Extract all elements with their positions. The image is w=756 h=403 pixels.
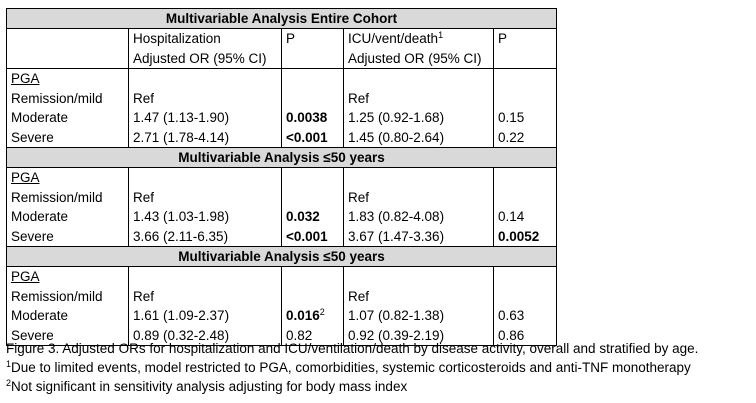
spacer	[133, 69, 277, 88]
row-label: Remission/mild	[11, 90, 103, 106]
hosp-p-cells	[282, 69, 344, 148]
header-text: Adjusted OR (95% CI)	[348, 50, 482, 66]
icu-p-cells	[494, 267, 557, 346]
data-block-row	[7, 69, 557, 148]
hosp-p-value: 0.032	[286, 209, 320, 225]
row-label: Severe	[11, 327, 54, 343]
hosp-p-wrap	[286, 207, 339, 226]
icu-p-value	[498, 89, 552, 108]
hosp-or-cells	[129, 267, 282, 346]
hosp-p-wrap	[286, 227, 339, 246]
icu-p-value	[498, 287, 552, 306]
data-block-row	[7, 267, 557, 346]
group-label: PGA	[11, 71, 40, 87]
footnote-2	[6, 377, 754, 396]
hosp-or-value: 1.61 (1.09-2.37)	[133, 308, 230, 324]
hosp-p-wrap	[286, 306, 339, 325]
icu-or-value: 1.25 (0.92-1.68)	[348, 110, 445, 126]
header-empty	[7, 29, 129, 69]
hosp-p-value: 0.016	[286, 308, 320, 324]
hosp-or-value: Ref	[133, 90, 155, 106]
footnote-marker: 2	[6, 378, 12, 388]
hosp-p-wrap	[286, 89, 339, 108]
spacer	[286, 267, 339, 286]
row-label: Moderate	[11, 209, 69, 225]
spacer	[498, 168, 552, 187]
hosp-or-cells	[129, 168, 282, 247]
column-header-row	[7, 29, 557, 69]
icu-or-value: Ref	[348, 288, 370, 304]
row-label: Remission/mild	[11, 288, 103, 304]
spacer	[286, 69, 339, 88]
icu-or-cells	[344, 267, 494, 346]
hosp-p-cells	[282, 267, 344, 346]
hosp-p-cells	[282, 168, 344, 247]
footnote-1	[6, 358, 754, 377]
icu-p-value: 0.15	[498, 110, 525, 126]
data-block-row	[7, 168, 557, 247]
group-label: PGA	[11, 269, 40, 285]
spacer	[348, 168, 489, 187]
icu-p-value: 0.63	[498, 308, 525, 324]
row-label: Severe	[11, 228, 54, 244]
hosp-p-wrap	[286, 188, 339, 207]
header-text-wrap	[348, 29, 489, 48]
section-title-row	[7, 9, 557, 29]
spacer	[133, 267, 277, 286]
section-title-row	[7, 247, 557, 267]
section-title-row	[7, 148, 557, 168]
hosp-or-value: 1.43 (1.03-1.98)	[133, 209, 230, 225]
icu-p-value	[498, 188, 552, 207]
icu-or-value: 1.83 (0.82-4.08)	[348, 209, 445, 225]
group-label: PGA	[11, 170, 40, 186]
icu-p-value: 0.14	[498, 209, 525, 225]
icu-p-value: 0.22	[498, 129, 525, 145]
hosp-or-cells	[129, 69, 282, 148]
spacer	[286, 168, 339, 187]
icu-or-value: Ref	[348, 189, 370, 205]
footnote-marker: 1	[438, 30, 444, 41]
section-title: Multivariable Analysis ≤50 years	[7, 148, 557, 168]
header-text: Hospitalization	[133, 31, 221, 47]
spacer	[348, 69, 489, 88]
hosp-or-value: 2.71 (1.78-4.14)	[133, 129, 230, 145]
section-title: Multivariable Analysis Entire Cohort	[7, 9, 557, 29]
hosp-or-value: 3.66 (2.11-6.35)	[133, 228, 229, 244]
hosp-p-value: 0.82	[286, 327, 313, 343]
row-labels	[7, 267, 129, 346]
row-label: Moderate	[11, 308, 69, 324]
icu-or-cells	[344, 69, 494, 148]
spacer	[498, 267, 552, 286]
icu-or-cells	[344, 168, 494, 247]
spacer	[498, 69, 552, 88]
header-p-icu: P	[494, 29, 557, 69]
row-label: Severe	[11, 129, 54, 145]
icu-p-cells	[494, 69, 557, 148]
hosp-p-wrap	[286, 128, 339, 147]
icu-or-value: 3.67 (1.47-3.36)	[348, 228, 445, 244]
row-labels	[7, 69, 129, 148]
icu-p-value: 0.0052	[498, 228, 540, 244]
figure-caption	[6, 339, 754, 396]
hosp-or-value: Ref	[133, 189, 155, 205]
header-hospitalization	[129, 29, 282, 69]
header-p-hosp: P	[282, 29, 344, 69]
section-title: Multivariable Analysis ≤50 years	[7, 247, 557, 267]
header-text: Adjusted OR (95% CI)	[133, 50, 267, 66]
results-table	[6, 8, 557, 346]
footnote-text: Due to limited events, model restricted to PGA, comorbidities, systemic corticosteroids and anti-TNF monotherapy	[11, 360, 691, 375]
caption-title: Figure 3. Adjusted ORs for hospitalization and ICU/ventilation/death by disease activity, overall and stratified by age.	[6, 341, 699, 356]
footnote-marker: 1	[6, 359, 12, 369]
footnote-text: Not significant in sensitivity analysis adjusting for body mass index	[11, 379, 408, 394]
hosp-or-value: 1.47 (1.13-1.90)	[133, 110, 230, 126]
hosp-or-value: 0.89 (0.32-2.48)	[133, 327, 230, 343]
header-text: ICU/vent/death	[348, 31, 439, 47]
icu-p-value: 0.86	[498, 327, 525, 343]
icu-or-value: 1.07 (0.82-1.38)	[348, 308, 445, 324]
hosp-p-value: 0.0038	[286, 110, 328, 126]
row-label: Remission/mild	[11, 189, 103, 205]
hosp-p-value: <0.001	[286, 129, 328, 145]
icu-p-cells	[494, 168, 557, 247]
row-labels	[7, 168, 129, 247]
icu-or-value: 0.92 (0.39-2.19)	[348, 327, 445, 343]
spacer	[133, 168, 277, 187]
row-label: Moderate	[11, 110, 69, 126]
hosp-or-value: Ref	[133, 288, 155, 304]
footnote-marker: 2	[319, 307, 325, 318]
icu-or-value: Ref	[348, 90, 370, 106]
hosp-p-value: <0.001	[286, 228, 328, 244]
hosp-p-wrap	[286, 108, 339, 127]
spacer	[348, 267, 489, 286]
icu-or-value: 1.45 (0.80-2.64)	[348, 129, 445, 145]
results-table-container	[6, 8, 557, 346]
header-icu	[344, 29, 494, 69]
hosp-p-wrap	[286, 287, 339, 306]
